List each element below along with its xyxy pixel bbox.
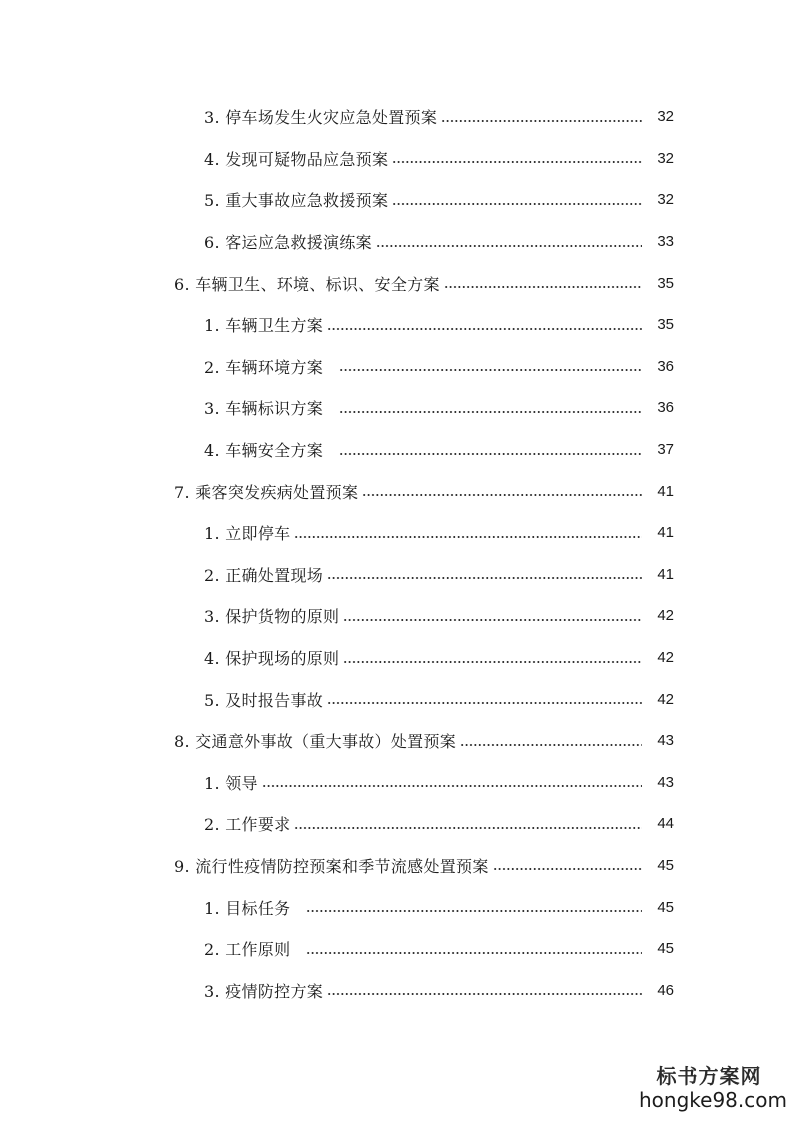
dot-leader (493, 861, 642, 877)
dot-leader (343, 654, 642, 670)
toc-section-entry[interactable] (0, 720, 793, 762)
toc-page-number: 32 (657, 149, 674, 167)
toc-entry-title: 8. 交通意外事故（重大事故）处置预案 (174, 732, 457, 752)
dot-leader (339, 404, 642, 420)
toc-entry[interactable] (0, 387, 793, 429)
toc-page-number: 45 (657, 940, 674, 958)
toc-page-number: 36 (657, 399, 674, 417)
toc-entry[interactable] (0, 179, 793, 221)
toc-entry-title: 5. 及时报告事故 (204, 690, 324, 710)
watermark-site-name: 标书方案网 (656, 1064, 762, 1088)
toc-page-number: 43 (657, 732, 674, 750)
toc-entry-title: 2. 车辆环境方案 (204, 357, 324, 377)
watermark (639, 1064, 787, 1112)
toc-entry-title: 3. 保护货物的原则 (204, 607, 340, 627)
toc-entry-title: 1. 立即停车 (204, 524, 291, 544)
toc-page-number: 45 (657, 856, 674, 874)
toc-page-number: 41 (657, 482, 674, 500)
toc-section-entry[interactable] (0, 845, 793, 887)
toc-entry[interactable] (0, 678, 793, 720)
toc-page-number: 45 (657, 898, 674, 916)
toc-section-entry[interactable] (0, 470, 793, 512)
watermark-url: hongke98.com (639, 1088, 787, 1112)
table-of-contents (0, 96, 793, 1011)
toc-page-number: 42 (657, 607, 674, 625)
toc-entry-title: 6. 车辆卫生、环境、标识、安全方案 (174, 274, 440, 294)
toc-entry-title: 4. 发现可疑物品应急预案 (204, 149, 389, 169)
toc-entry[interactable] (0, 96, 793, 138)
toc-page-number: 32 (657, 108, 674, 126)
dot-leader (339, 446, 642, 462)
toc-page-number: 33 (657, 233, 674, 251)
toc-entry[interactable] (0, 637, 793, 679)
toc-entry[interactable] (0, 304, 793, 346)
dot-leader (444, 279, 642, 295)
dot-leader (306, 945, 642, 961)
toc-entry-title: 4. 保护现场的原则 (204, 649, 340, 669)
toc-page-number: 35 (657, 316, 674, 334)
toc-entry[interactable] (0, 969, 793, 1011)
dot-leader (327, 986, 642, 1002)
toc-page-number: 35 (657, 274, 674, 292)
toc-entry-title: 2. 工作要求 (204, 815, 291, 835)
toc-page-number: 46 (657, 981, 674, 999)
toc-entry-title: 3. 车辆标识方案 (204, 399, 324, 419)
toc-entry[interactable] (0, 512, 793, 554)
toc-entry-title: 2. 工作原则 (204, 940, 291, 960)
toc-entry-title: 1. 车辆卫生方案 (204, 316, 324, 336)
dot-leader (392, 154, 642, 170)
toc-entry[interactable] (0, 595, 793, 637)
dot-leader (441, 113, 642, 129)
toc-page-number: 37 (657, 441, 674, 459)
toc-entry[interactable] (0, 221, 793, 263)
toc-entry-title: 1. 领导 (204, 773, 258, 793)
toc-section-entry[interactable] (0, 262, 793, 304)
dot-leader (294, 529, 642, 545)
toc-entry-title: 3. 停车场发生火灾应急处置预案 (204, 108, 438, 128)
toc-entry[interactable] (0, 346, 793, 388)
toc-entry[interactable] (0, 928, 793, 970)
dot-leader (327, 570, 642, 586)
dot-leader (343, 612, 642, 628)
dot-leader (460, 737, 642, 753)
dot-leader (262, 778, 642, 794)
toc-entry[interactable] (0, 138, 793, 180)
toc-page-number: 41 (657, 565, 674, 583)
toc-entry-title: 6. 客运应急救援演练案 (204, 233, 372, 253)
toc-entry-title: 3. 疫情防控方案 (204, 981, 324, 1001)
toc-entry[interactable] (0, 554, 793, 596)
toc-entry[interactable] (0, 886, 793, 928)
dot-leader (376, 238, 642, 254)
toc-entry[interactable] (0, 803, 793, 845)
dot-leader (362, 487, 642, 503)
toc-entry-title: 2. 正确处置现场 (204, 565, 324, 585)
toc-page-number: 44 (657, 815, 674, 833)
toc-entry-title: 1. 目标任务 (204, 898, 291, 918)
dot-leader (327, 695, 642, 711)
toc-entry[interactable] (0, 429, 793, 471)
toc-entry-title: 5. 重大事故应急救援预案 (204, 191, 389, 211)
toc-entry-title: 9. 流行性疫情防控预案和季节流感处置预案 (174, 856, 489, 876)
toc-page-number: 42 (657, 649, 674, 667)
toc-page-number: 42 (657, 690, 674, 708)
toc-entry-title: 4. 车辆安全方案 (204, 441, 324, 461)
toc-page-number: 32 (657, 191, 674, 209)
dot-leader (327, 321, 642, 337)
dot-leader (306, 903, 642, 919)
toc-entry-title: 7. 乘客突发疾病处置预案 (174, 482, 359, 502)
toc-entry[interactable] (0, 762, 793, 804)
dot-leader (339, 362, 642, 378)
toc-page-number: 43 (657, 773, 674, 791)
toc-page-number: 41 (657, 524, 674, 542)
dot-leader (294, 820, 642, 836)
toc-page-number: 36 (657, 357, 674, 375)
dot-leader (392, 196, 642, 212)
